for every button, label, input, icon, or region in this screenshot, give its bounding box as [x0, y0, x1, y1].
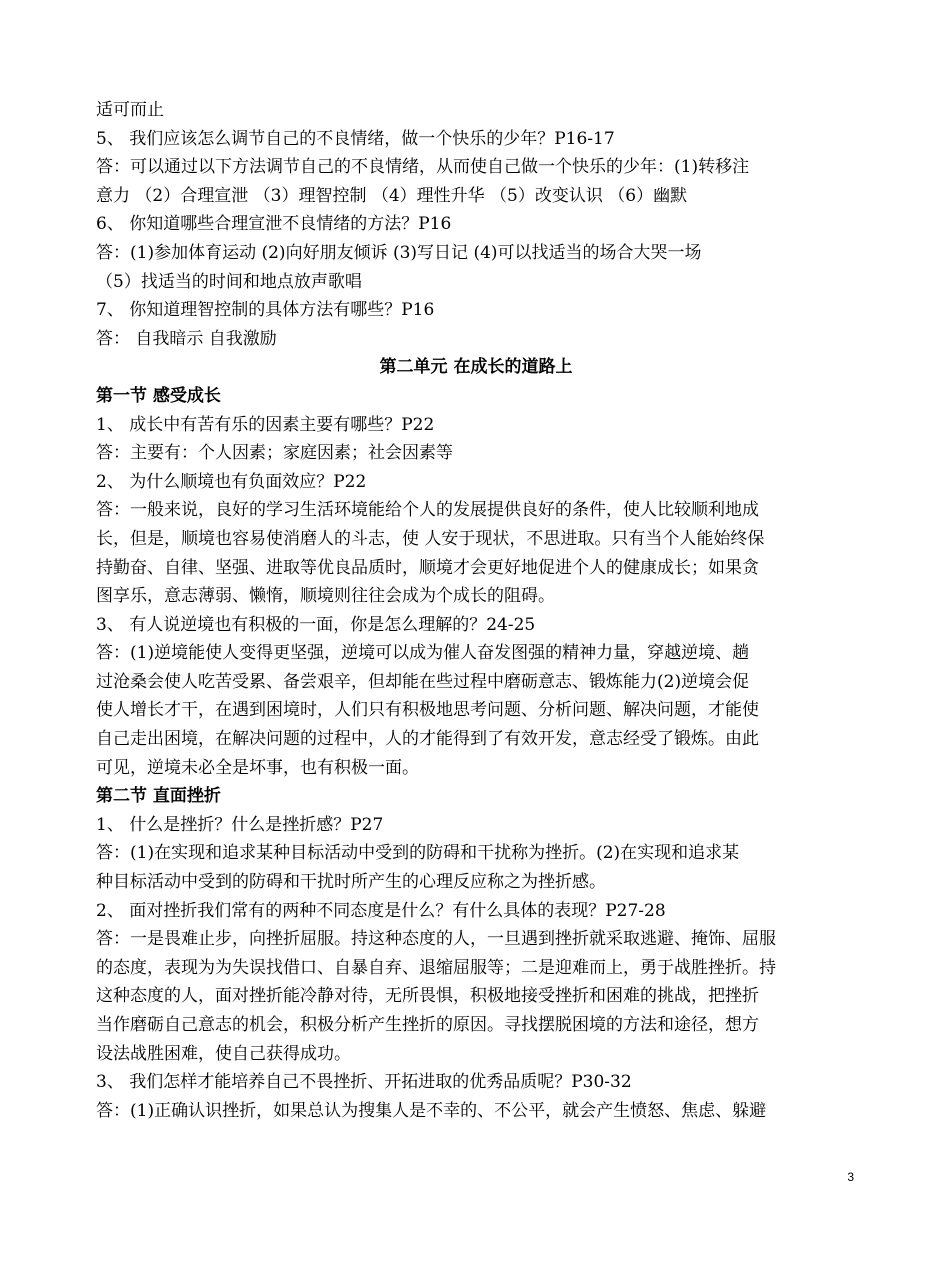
- text-line: 6、 你知道哪些合理宣泄不良情绪的方法？P16: [96, 214, 452, 235]
- text-line: 答：(1)逆境能使人变得更坚强，逆境可以成为催人奋发图强的精神力量，穿越逆境、趟: [96, 643, 750, 664]
- text-line: 过沧桑会使人吃苦受累、备尝艰辛，但却能在些过程中磨砺意志、锻炼能力(2)逆境会促: [96, 671, 750, 692]
- text-line: 使人增长才干，在遇到困境时，人们只有积极地思考问题、分析问题、解决问题，才能使: [96, 700, 759, 721]
- section-heading: 第一节 感受成长: [96, 385, 221, 406]
- text-line: 长，但是，顺境也容易使消磨人的斗志，使 人安于现状，不思进取。只有当个人能始终保: [96, 528, 765, 549]
- text-line: 当作磨砺自己意志的机会，积极分析产生挫折的原因。寻找摆脱困境的方法和途径，想方: [96, 1015, 759, 1035]
- text-line: 答：(1)正确认识挫折，如果总认为搜集人是不幸的、不公平，就会产生愤怒、焦虑、躲避: [96, 1100, 767, 1121]
- text-line: 答：(1)在实现和追求某种目标活动中受到的防碍和干扰称为挫折。(2)在实现和追求某: [96, 843, 740, 864]
- text-line: 1、 成长中有苦有乐的因素主要有哪些？P22: [96, 414, 435, 435]
- text-line: 这种态度的人，面对挫折能冷静对待，无所畏惧，积极地接受挫折和困难的挑战，把挫折: [96, 986, 759, 1007]
- text-line: 答：(1)参加体育运动 (2)向好朋友倾诉 (3)写日记 (4)可以找适当的场合大哭一场: [96, 242, 702, 263]
- text-line: 答：一是畏难止步，向挫折屈服。持这种态度的人，一旦遇到挫折就采取逃避、掩饰、屈服: [96, 929, 776, 950]
- text-line: （5）找适当的时间和地点放声歌唱: [96, 271, 362, 292]
- text-line: 1、 什么是挫折？什么是挫折感？P27: [96, 814, 384, 835]
- text-line: 种目标活动中受到的防碍和干扰时所产生的心理反应称之为挫折感。: [96, 872, 606, 893]
- text-line: 意力 （2）合理宣泄 （3）理智控制 （4）理性升华 （5）改变认识 （6）幽默: [96, 185, 688, 206]
- text-line: 答：一般来说，良好的学习生活环境能给个人的发展提供良好的条件，使人比较顺利地成: [96, 500, 759, 521]
- unit-title: 第二单元 在成长的道路上: [379, 357, 573, 378]
- text-line: 2、 为什么顺境也有负面效应？P22: [96, 471, 367, 492]
- text-line: 3、 有人说逆境也有积极的一面，你是怎么理解的？24-25: [96, 614, 536, 635]
- text-line: 设法战胜困难，使自己获得成功。: [96, 1043, 351, 1064]
- text-line: 的态度，表现为为失误找借口、自暴自弃、退缩屈服等；二是迎难而上，勇于战胜挫折。持: [96, 957, 776, 978]
- text-line: 图享乐，意志薄弱、懒惰，顺境则往往会成为个成长的阻碍。: [96, 586, 555, 607]
- text-line: 答：可以通过以下方法调节自己的不良情绪，从而使自己做一个快乐的少年：(1)转移注: [96, 157, 750, 178]
- document-page: [96, 96, 856, 1125]
- text-line: 可见，逆境未必全是坏事，也有积极一面。: [96, 757, 419, 778]
- text-line: 答：主要有：个人因素；家庭因素；社会因素等: [96, 443, 453, 464]
- text-line: 适可而止: [96, 100, 164, 120]
- text-line: 答： 自我暗示 自我激励: [96, 328, 277, 349]
- page-number: 3: [847, 1170, 854, 1184]
- text-line: 3、 我们怎样才能培养自己不畏挫折、开拓进取的优秀品质呢？P30-32: [96, 1072, 632, 1093]
- text-line: 5、 我们应该怎么调节自己的不良情绪，做一个快乐的少年？P16-17: [96, 128, 615, 149]
- text-line: 7、 你知道理智控制的具体方法有哪些？P16: [96, 300, 435, 321]
- text-line: 持勤奋、自律、坚强、进取等优良品质时，顺境才会更好地促进个人的健康成长；如果贪: [96, 557, 759, 578]
- section-heading: 第二节 直面挫折: [96, 786, 221, 807]
- text-line: 2、 面对挫折我们常有的两种不同态度是什么？有什么具体的表现？P27-28: [96, 900, 666, 921]
- text-line: 自己走出困境，在解决问题的过程中，人的才能得到了有效开发，意志经受了锻炼。由此: [96, 729, 759, 750]
